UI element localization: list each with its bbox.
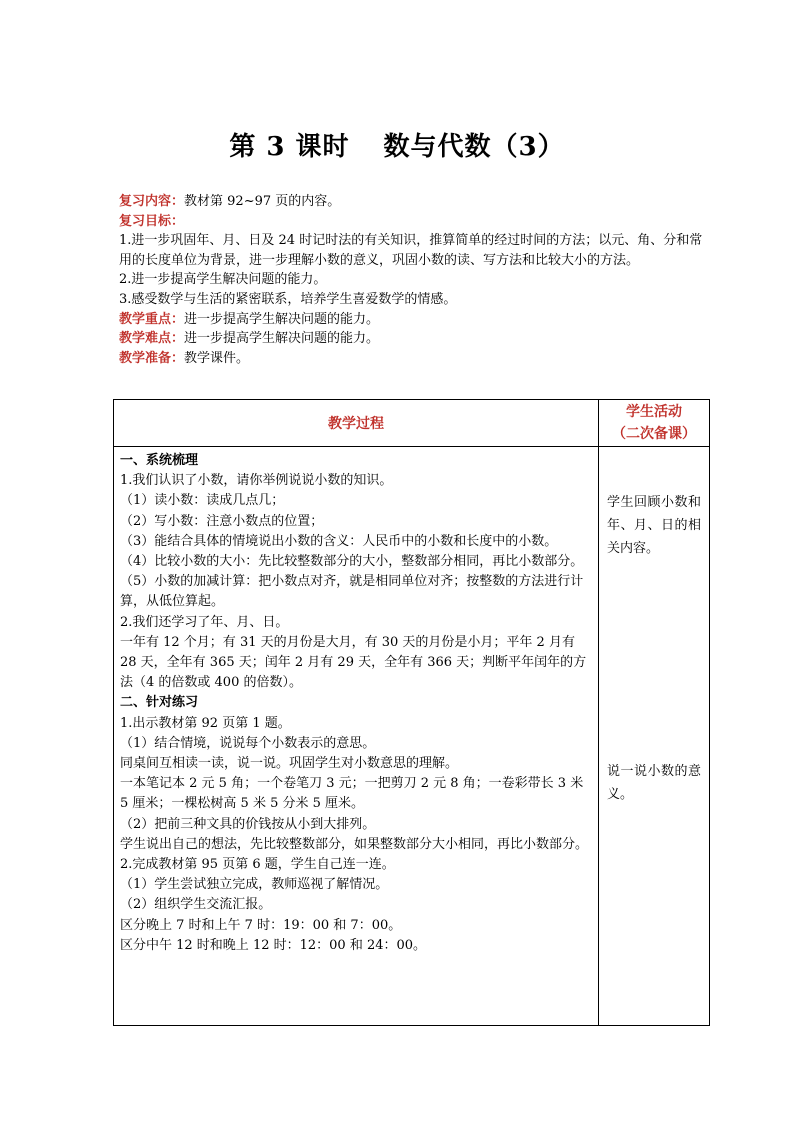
section-title-practice: 二、针对练习 bbox=[120, 695, 199, 711]
process-line: （3）能结合具体的情境说出小数的含义：人民币中的小数和长度中的小数。 bbox=[120, 533, 558, 549]
teaching-difficulty-row bbox=[119, 329, 709, 349]
student-activity-note-2: 说一说小数的意义。 bbox=[607, 764, 701, 802]
process-line: 2.完成教材第 95 页第 6 题，学生自己连一连。 bbox=[120, 857, 395, 873]
teaching-prep-row bbox=[119, 349, 709, 369]
process-line: 区分中午 12 时和晚上 12 时：12：00 和 24：00。 bbox=[120, 937, 427, 953]
process-line: 1.出示教材第 92 页第 1 题。 bbox=[120, 715, 291, 731]
process-line: （4）比较小数的大小：先比较整数部分的大小，整数部分相同，再比小数部分。 bbox=[120, 554, 584, 570]
review-content-label: 复习内容： bbox=[119, 194, 185, 209]
process-line: （1）读小数：读成几点几； bbox=[120, 493, 285, 509]
process-line: （2）写小数：注意小数点的位置； bbox=[120, 513, 324, 529]
review-goal-1: 1.进一步巩固年、月、日及 24 时记时法的有关知识，推算简单的经过时间的方法；以元、角、分和常用的长度单位为背景，进一步理解小数的意义，巩固小数的读、写方法和比较大小的方法。 bbox=[119, 233, 703, 268]
process-line: （1）学生尝试独立完成，教师巡视了解情况。 bbox=[120, 877, 389, 893]
process-line: 学生说出自己的想法，先比较整数部分，如果整数部分大小相同，再比小数部分。 bbox=[120, 836, 589, 852]
table-body-row bbox=[114, 447, 710, 1026]
header-teaching-process: 教学过程 bbox=[114, 400, 599, 447]
lesson-meta bbox=[119, 192, 709, 368]
process-line: 区分晚上 7 时和上午 7 时：19：00 和 7：00。 bbox=[120, 917, 402, 933]
lesson-topic: 数与代数（3） bbox=[383, 132, 565, 162]
review-content-row bbox=[119, 192, 709, 212]
header-student-activity-line2: （二次备课） bbox=[612, 426, 696, 442]
review-goals-row bbox=[119, 212, 709, 232]
teaching-key-label: 教学重点： bbox=[119, 311, 185, 327]
process-line: （1）结合情境，说说每个小数表示的意思。 bbox=[120, 735, 376, 751]
process-line: 一本笔记本 2 元 5 角；一个卷笔刀 3 元；一把剪刀 2 元 8 角；一卷彩带长 3 米 5 厘米；一棵松树高 5 米 5 分米 5 厘米。 bbox=[120, 776, 584, 812]
review-goal-3: 3.感受数学与生活的紧密联系，培养学生喜爱数学的情感。 bbox=[119, 291, 457, 307]
process-line: 同桌间互相读一读，说一说。巩固学生对小数意思的理解。 bbox=[120, 756, 459, 772]
review-content-text: 教材第 92~97 页的内容。 bbox=[184, 194, 341, 209]
table-header-row bbox=[114, 400, 710, 447]
review-goals-label: 复习目标： bbox=[119, 213, 185, 229]
teaching-prep-label: 教学准备： bbox=[119, 350, 185, 366]
lesson-number: 第 3 课时 bbox=[229, 132, 350, 162]
page-title bbox=[0, 126, 794, 163]
process-line: （2）组织学生交流汇报。 bbox=[120, 897, 272, 913]
teaching-prep-text: 教学课件。 bbox=[184, 350, 250, 366]
process-line: 一年有 12 个月；有 31 天的月份是大月，有 30 天的月份是小月；平年 2 月有 28 天，全年有 365 天；闰年 2 月有 29 天，全年有 366 天；判断平年闰年的方法（4 的倍数或 400 的倍数）。 bbox=[120, 634, 587, 691]
teaching-difficulty-text: 进一步提高学生解决问题的能力。 bbox=[184, 331, 380, 347]
review-goal-2: 2.进一步提高学生解决问题的能力。 bbox=[119, 272, 327, 288]
section-title-review: 一、系统梳理 bbox=[120, 453, 199, 468]
process-line: 1.我们认识了小数，请你举例说说小数的知识。 bbox=[120, 473, 393, 489]
teaching-difficulty-label: 教学难点： bbox=[119, 331, 185, 347]
process-line: 2.我们还学习了年、月、日。 bbox=[120, 614, 289, 630]
teaching-key-row bbox=[119, 310, 709, 330]
student-activity-note-1: 学生回顾小数和年、月、日的相关内容。 bbox=[607, 495, 701, 556]
header-student-activity-line1: 学生活动 bbox=[626, 404, 682, 420]
teaching-process-cell bbox=[114, 447, 599, 1026]
header-student-activity bbox=[599, 400, 710, 447]
lesson-table bbox=[113, 399, 710, 1026]
process-line: （5）小数的加减计算：把小数点对齐，就是相同单位对齐；按整数的方法进行计算，从低位算起。 bbox=[120, 574, 584, 610]
student-activity-cell bbox=[599, 447, 710, 1026]
process-line: （2）把前三种文具的价钱按从小到大排列。 bbox=[120, 816, 376, 832]
teaching-key-text: 进一步提高学生解决问题的能力。 bbox=[184, 311, 380, 327]
